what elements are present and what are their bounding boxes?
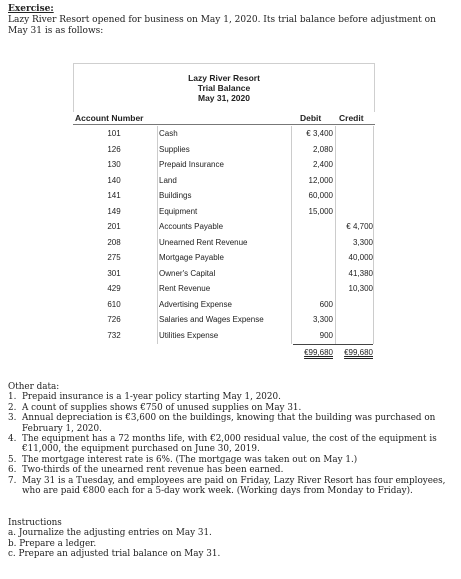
list-item: 5. The mortgage interest rate is 6%. (The mortgage was taken out on May 1.) — [8, 454, 358, 465]
table-row — [73, 297, 375, 313]
other-data-list — [8, 392, 456, 496]
other-data-heading: Other data: — [8, 382, 60, 392]
account-number: 140 — [107, 175, 121, 185]
table-row — [73, 142, 375, 158]
totals-row — [73, 346, 375, 360]
table-row — [73, 281, 375, 297]
debit-value: 12,000 — [308, 175, 333, 185]
account-name: Equipment — [159, 206, 198, 216]
debit-value: 3,300 — [312, 315, 333, 324]
account-number: 149 — [107, 206, 121, 216]
list-item: 6. Two-thirds of the unearned rent revenue has been earned. — [8, 465, 284, 476]
account-number: 208 — [107, 237, 121, 247]
instructions-list — [8, 528, 448, 559]
account-number: 126 — [107, 144, 121, 154]
total-credit: €99,680 — [344, 348, 373, 357]
list-item: 2. A count of supplies shows €750 of unused supplies on May 31. — [8, 402, 302, 413]
totals-rule — [293, 344, 373, 345]
total-debit: €99,680 — [304, 348, 333, 357]
table-row — [73, 235, 375, 251]
header-credit: Credit — [339, 113, 364, 123]
account-name: Supplies — [159, 144, 190, 154]
list-item: c. Prepare an adjusted trial balance on May 31. — [8, 549, 221, 560]
list-item: 3. Annual depreciation is €3,600 on the buildings, knowing that the building was purchased on February 1, 2020. — [8, 413, 436, 434]
list-item: 1. Prepaid insurance is a 1-year policy starting May 1, 2020. — [8, 392, 281, 403]
list-item: 4. The equipment has a 72 months life, with €2,000 residual value, the cost of the equipment is €11,000, the equipment purchased on June 30, 2019. — [8, 434, 437, 455]
account-number: 130 — [107, 160, 121, 169]
account-name: Prepaid Insurance — [159, 160, 224, 169]
account-number: 301 — [107, 268, 121, 278]
header-divider — [73, 124, 375, 125]
account-name: Mortgage Payable — [159, 253, 224, 262]
account-name: Advertising Expense — [159, 299, 232, 309]
table-row — [73, 312, 375, 328]
account-number: 732 — [107, 330, 121, 340]
list-item: a. Journalize the adjusting entries on May 31. — [8, 528, 212, 539]
debit-value: 600 — [319, 299, 333, 309]
statement-name: Trial Balance — [197, 83, 251, 93]
account-number: 726 — [107, 315, 121, 324]
list-item: b. Prepare a ledger. — [8, 538, 97, 549]
credit-value: 40,000 — [348, 253, 373, 262]
table-row — [73, 266, 375, 282]
account-name: Rent Revenue — [159, 284, 211, 293]
account-name: Owner's Capital — [159, 268, 216, 278]
list-item: 7. May 31 is a Tuesday, and employees are paid on Friday, Lazy River Resort has four employees, who are paid €800 each for a 5-day work week. (Working days from Monday to Friday). — [8, 475, 446, 497]
table-row — [73, 188, 375, 204]
account-number: 201 — [107, 222, 121, 231]
credit-value: 41,380 — [348, 268, 373, 278]
credit-value: € 4,700 — [346, 222, 373, 231]
other-data-section — [8, 382, 456, 496]
account-rows — [73, 126, 375, 343]
account-name: Land — [159, 175, 177, 185]
account-number: 141 — [107, 191, 121, 200]
header-debit: Debit — [300, 113, 322, 123]
trial-balance-table — [73, 63, 375, 363]
instructions-section — [8, 518, 448, 560]
table-row — [73, 219, 375, 235]
debit-value: 2,080 — [312, 144, 333, 154]
table-row — [73, 173, 375, 189]
credit-value: 3,300 — [352, 237, 373, 247]
account-name: Unearned Rent Revenue — [159, 237, 248, 247]
debit-value: € 3,400 — [306, 129, 333, 138]
credit-value: 10,300 — [348, 284, 373, 293]
header-account-number: Account Number — [75, 113, 144, 123]
account-number: 101 — [107, 129, 121, 138]
account-name: Utilities Expense — [159, 330, 219, 340]
account-name: Salaries and Wages Expense — [159, 315, 264, 324]
account-number: 610 — [107, 299, 121, 309]
exercise-heading: Exercise: — [8, 4, 54, 14]
company-name: Lazy River Resort — [188, 73, 260, 83]
exercise-text: Lazy River Resort opened for business on May 1, 2020. Its trial balance before adjustment on May 31 is as follows: — [8, 15, 436, 36]
debit-value: 900 — [319, 330, 333, 340]
table-row — [73, 250, 375, 266]
table-row — [73, 126, 375, 142]
account-name: Cash — [159, 129, 178, 138]
exercise-intro — [8, 4, 454, 37]
table-row — [73, 157, 375, 173]
debit-value: 60,000 — [308, 191, 333, 200]
instructions-heading: Instructions — [8, 518, 62, 528]
statement-date: May 31, 2020 — [198, 93, 250, 103]
table-row — [73, 328, 375, 344]
account-number: 275 — [107, 253, 121, 262]
account-number: 429 — [107, 284, 121, 293]
table-row — [73, 204, 375, 220]
account-name: Accounts Payable — [159, 222, 224, 231]
account-name: Buildings — [159, 191, 192, 200]
debit-value: 2,400 — [312, 160, 333, 169]
debit-value: 15,000 — [308, 206, 333, 216]
